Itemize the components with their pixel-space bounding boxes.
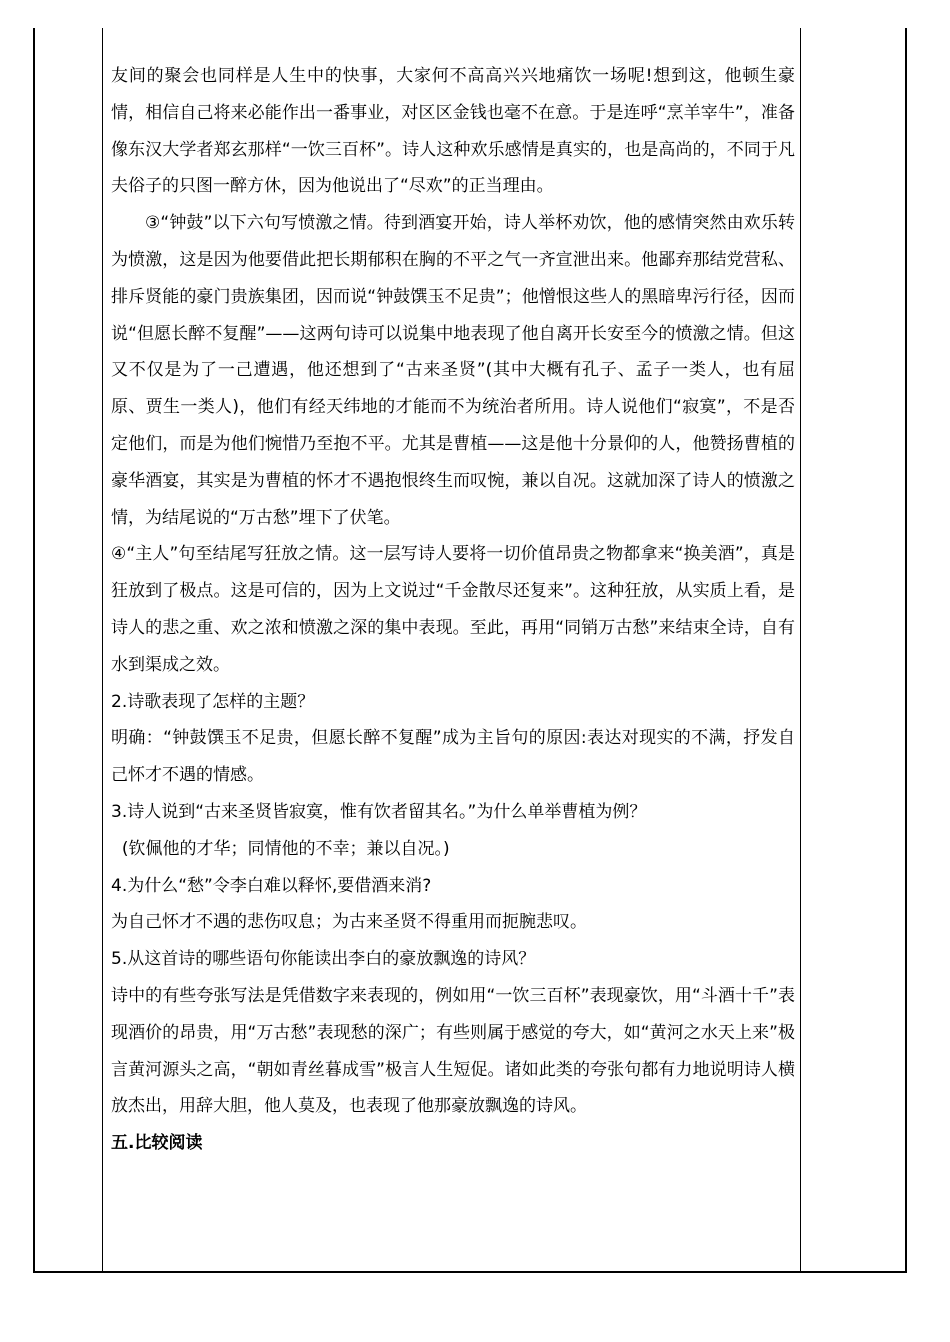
paragraph-joy-continued: 友间的聚会也同样是人生中的快事，大家何不高高兴兴地痛饮一场呢!想到这，他顿生豪情，相信自己将来必能作出一番事业，对区区金钱也毫不在意。于是连呼“烹羊宰牛”，准备像东汉大学者郑玄那样“一饮三百杯”。诗人这种欢乐感情是真实的，也是高尚的，不同于凡夫俗子的只图一醉方休，因为他说出了“尽欢”的正当理由。 [111,66,795,197]
question-4: 4.为什么“愁”令李白难以释怀,要借酒来消? [111,875,432,896]
paragraph-unrestrained: ④“主人”句至结尾写狂放之情。这一层写诗人要将一切价值昂贵之物都拿来“换美酒”，真是狂放到了极点。这是可信的，因为上文说过“千金散尽还复来”。这种狂放，从实质上看，是诗人的悲之重、欢之浓和愤激之深的集中表现。至此，再用“同销万古愁”来结束全诗，自有水到渠成之效。 [111,544,795,675]
section-heading-comparative-reading: 五.比较阅读 [111,1133,203,1154]
answer-4: 为自己怀才不遇的悲伤叹息；为古来圣贤不得重用而扼腕悲叹。 [111,912,587,933]
lesson-table [33,28,907,1273]
right-column-cell [801,28,905,1271]
question-2: 2.诗歌表现了怎样的主题？ [111,691,315,712]
content-column-cell [103,28,801,1271]
answer-5: 诗中的有些夸张写法是凭借数字来表现的，例如用“一饮三百杯”表现豪饮，用“斗酒十千”表现酒价的昂贵，用“万古愁”表现愁的深广；有些则属于感觉的夸大，如“黄河之水天上来”极言黄河源头之高，“朝如青丝暮成雪”极言人生短促。诸如此类的夸张句都有力地说明诗人横放杰出，用辞大胆，他人莫及，也表现了他那豪放飘逸的诗风。 [111,985,795,1117]
question-5: 5.从这首诗的哪些语句你能读出李白的豪放飘逸的诗风？ [111,949,536,970]
answer-3: (钦佩他的才华；同情他的不幸；兼以自况。) [111,838,450,859]
answer-2: 明确：“钟鼓馔玉不足贵，但愿长醉不复醒”成为主旨句的原因:表达对现实的不满，抒发自己怀才不遇的情感。 [111,728,795,786]
lesson-content [111,58,795,1162]
question-3: 3.诗人说到“古来圣贤皆寂寞，惟有饮者留其名。”为什么单举曹植为例？ [111,801,647,822]
left-column-cell [35,28,103,1271]
paragraph-indignation: ③“钟鼓”以下六句写愤激之情。待到酒宴开始，诗人举杯劝饮，他的感情突然由欢乐转为愤激，这是因为他要借此把长期郁积在胸的不平之气一齐宣泄出来。他鄙弃那结党营私、排斥贤能的豪门贵族集团，因而说“钟鼓馔玉不足贵”；他憎恨这些人的黑暗卑污行径，因而说“但愿长醉不复醒”——这两句诗可以说集中地表现了他自离开长安至今的愤激之情。但这又不仅是为了一己遭遇，他还想到了“古来圣贤”(其中大概有孔子、孟子一类人，也有屈原、贾生一类人)，他们有经天纬地的才能而不为统治者所用。诗人说他们“寂寞”，不是否定他们，而是为他们惋惜乃至抱不平。尤其是曹植——这是他十分景仰的人，他赞扬曹植的豪华酒宴，其实是为曹植的怀才不遇抱恨终生而叹惋，兼以自况。这就加深了诗人的愤激之情，为结尾说的“万古愁”埋下了伏笔。 [111,213,795,528]
